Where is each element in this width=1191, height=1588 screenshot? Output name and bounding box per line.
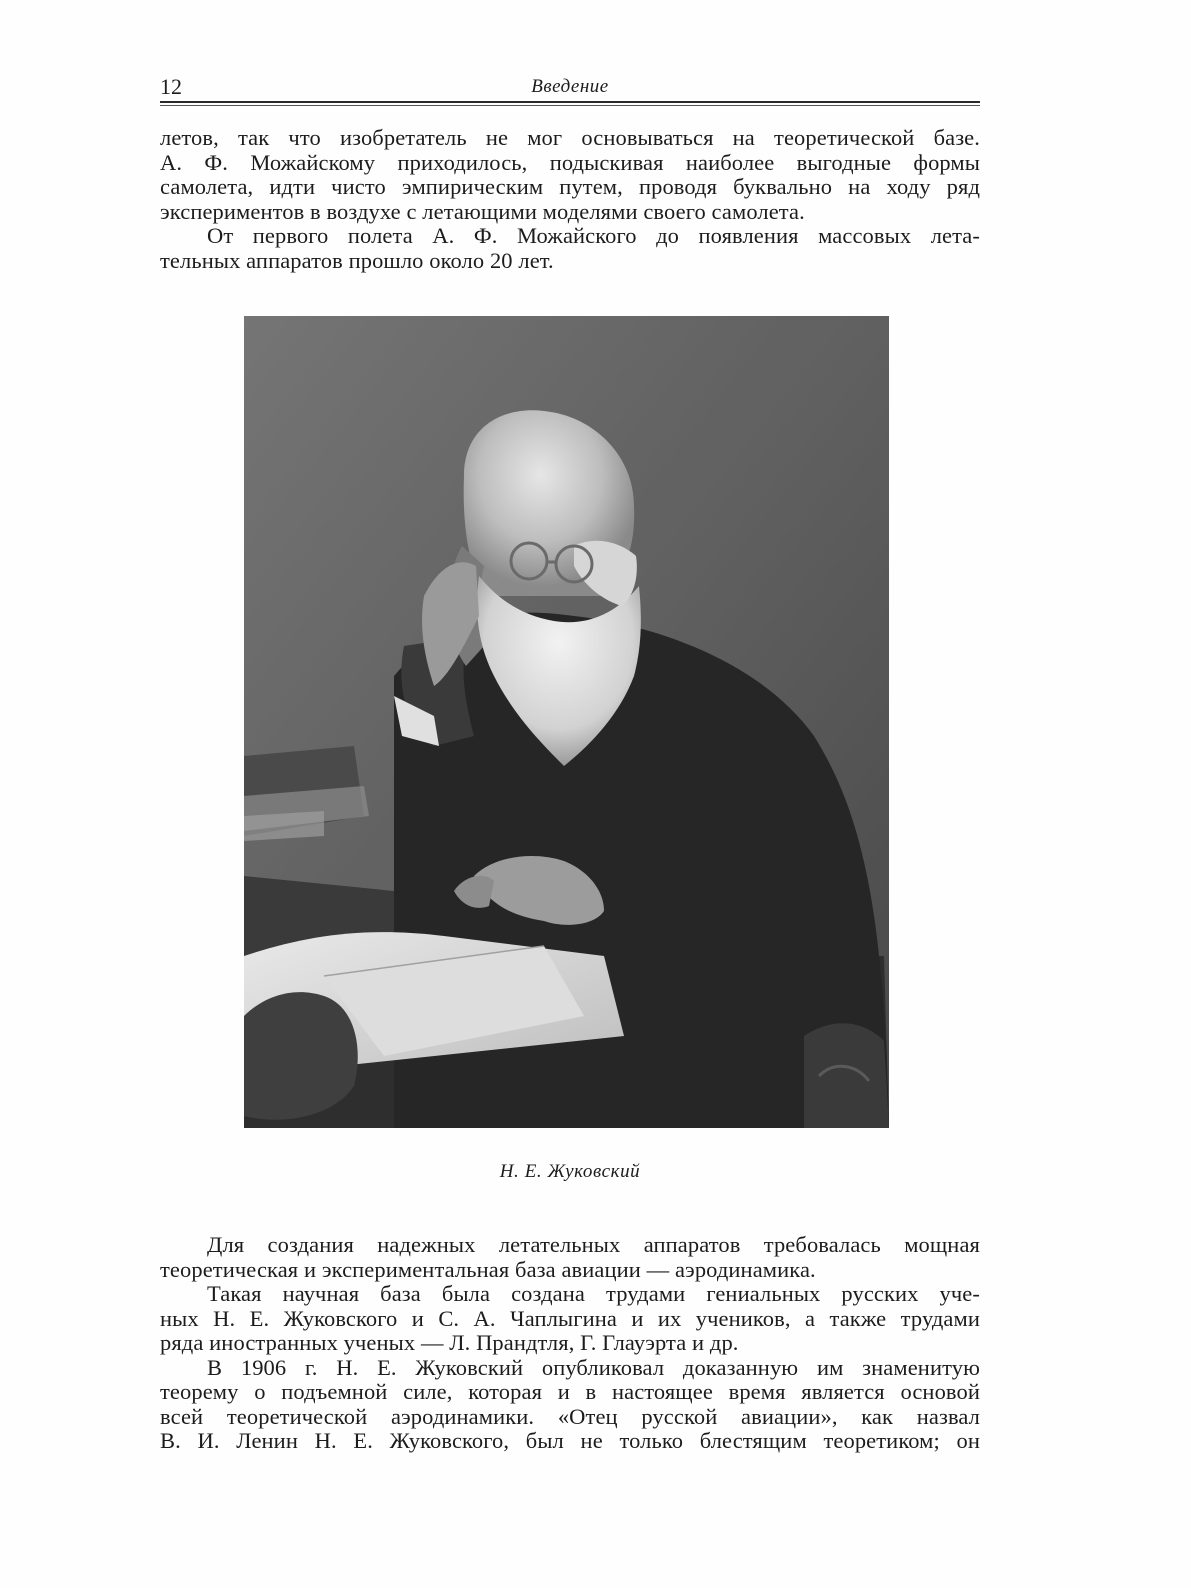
header-rule xyxy=(160,101,980,103)
text-line: В 1906 г. Н. Е. Жуковский опубликовал доказанную им знаменитую xyxy=(207,1354,980,1380)
text-line: ряда иностранных ученых — Л. Прандтля, Г. Глауэрта и др. xyxy=(160,1330,739,1355)
text-line: Такая научная база была создана трудами гениальных русских уче- xyxy=(207,1281,980,1306)
page-number: 12 xyxy=(160,74,182,99)
text-line: От первого полета А. Ф. Можайского до появления массовых лета- xyxy=(207,223,980,248)
text-line: летов, так что изобретатель не мог основываться на теоретической базе. xyxy=(160,125,980,150)
portrait-illustration xyxy=(244,316,889,1128)
header-rule-thin xyxy=(160,105,980,106)
running-head xyxy=(160,75,980,101)
text-line: Для создания надежных летательных аппаратов требовалась мощная xyxy=(207,1232,980,1257)
text-line: всей теоретической аэродинамики. «Отец русской авиации», как назвал xyxy=(160,1403,980,1429)
text-line: В. И. Ленин Н. Е. Жуковского, был не только блестящим теоретиком; он xyxy=(160,1428,980,1453)
paragraph-block-bottom xyxy=(160,1233,980,1454)
text-line: А. Ф. Можайскому приходилось, подыскивая наиболее выгодные формы xyxy=(160,149,980,175)
portrait-photo xyxy=(244,316,889,1128)
figure-caption: Н. Е. Жуковский xyxy=(499,1161,641,1182)
text-line: самолета, идти чисто эмпирическим путем, проводя буквально на ходу ряд xyxy=(160,174,980,199)
paragraph-block-top xyxy=(160,126,980,273)
text-line: теоретическая и экспериментальная база авиации — аэродинамика. xyxy=(160,1256,816,1282)
running-title: Введение xyxy=(531,76,609,97)
text-line: ных Н. Е. Жуковского и С. А. Чаплыгина и их учеников, а также трудами xyxy=(160,1305,980,1331)
text-line: тельных аппаратов прошло около 20 лет. xyxy=(160,247,554,273)
text-line: экспериментов в воздухе с летающими моделями своего самолета. xyxy=(160,198,805,224)
text-line: теорему о подъемной силе, которая и в настоящее время является основой xyxy=(160,1379,980,1404)
